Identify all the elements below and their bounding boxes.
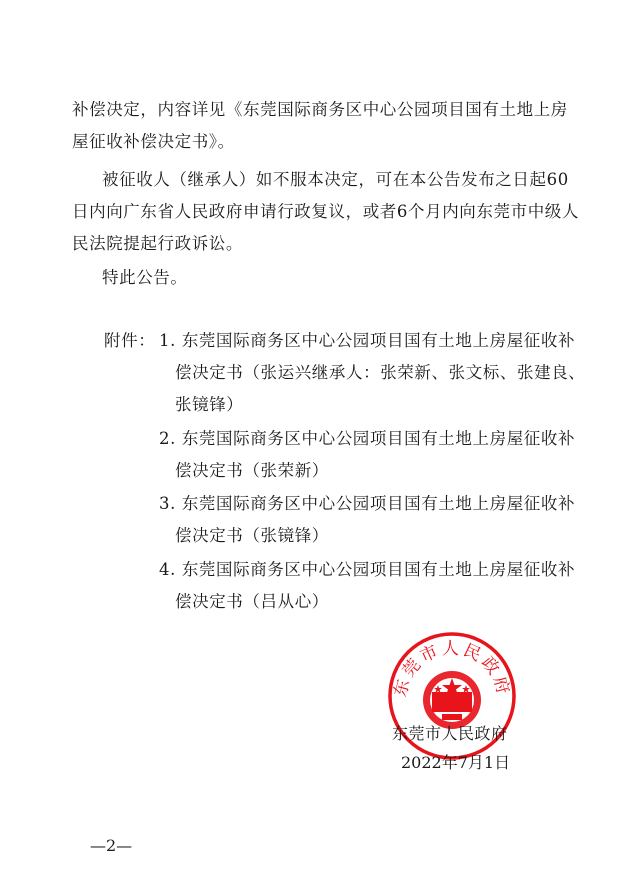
attachment-1-text: 东莞国际商务区中心公园项目国有土地上房屋征收补 [181,331,576,350]
attachment-4-number: 4. [159,560,176,579]
attachment-3-line-2: 偿决定书（张镜锋） [175,526,329,545]
attachment-3-line-1 [159,494,575,514]
body-line-5: 民法院提起行政诉讼。 [72,234,243,253]
attachment-1-line-2: 偿决定书（张运兴继承人：张荣新、张文标、张建良、 [175,363,586,382]
body-line-1: 补偿决定，内容详见《东莞国际商务区中心公园项目国有土地上房 [72,100,568,119]
attachment-2-number: 2. [159,429,176,448]
attachment-1-number: 1. [159,331,176,350]
attachment-1-line-1 [159,331,575,351]
attachment-4-line-2: 偿决定书（吕从心） [175,592,329,611]
attachment-1-line-3: 张镜锋） [175,395,244,414]
attachment-2-line-1 [159,429,575,449]
body-line-3: 被征收人（继承人）如不服本决定，可在本公告发布之日起60 [102,170,569,189]
body-line-2: 屋征收补偿决定书》。 [72,132,235,151]
signature-organization: 东莞市人民政府 [392,724,508,743]
attachment-3-number: 3. [159,494,176,513]
attachment-2-text: 东莞国际商务区中心公园项目国有土地上房屋征收补 [181,429,576,448]
attachment-2-line-2: 偿决定书（张荣新） [175,461,329,480]
closing-line: 特此公告。 [102,268,188,287]
seal-text: 东莞市人民政府 [390,639,514,699]
attachment-4-line-1 [159,560,575,580]
attachment-4-text: 东莞国际商务区中心公园项目国有土地上房屋征收补 [181,560,576,579]
attachment-3-text: 东莞国际商务区中心公园项目国有土地上房屋征收补 [181,494,576,513]
body-line-4: 日内向广东省人民政府申请行政复议，或者6个月内向东莞市中级人 [72,202,579,221]
document-date: 2022年7月1日 [401,753,511,772]
attachments-label: 附件： [104,331,156,350]
page-number: —2— [90,836,133,855]
